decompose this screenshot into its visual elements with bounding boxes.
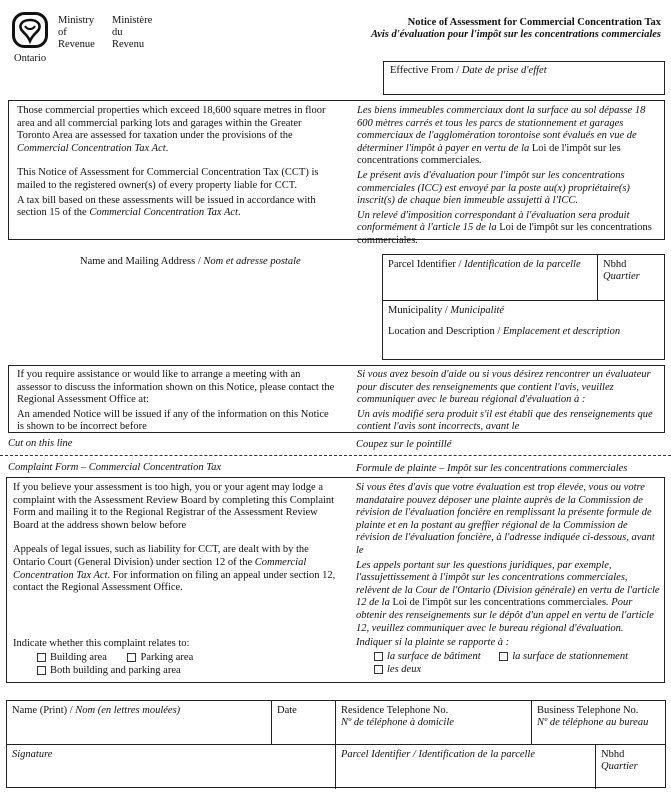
- label-fr: Identification de la parcelle: [418, 749, 536, 760]
- checkbox-surface-stationnement[interactable]: [499, 651, 628, 662]
- label-en: Name (Print): [12, 705, 68, 716]
- label-en: Parcel Identifier: [388, 259, 456, 270]
- complaint-form-section: [6, 477, 665, 683]
- label-en: Parcel Identifier: [341, 749, 411, 760]
- text: .: [165, 142, 169, 154]
- label-fr: Nom (en lettres moulées): [75, 705, 181, 716]
- label-en: Municipality: [388, 305, 443, 316]
- neighbourhood-field[interactable]: [597, 255, 665, 301]
- complainant-row-1: [7, 701, 665, 745]
- date-field[interactable]: [271, 701, 335, 744]
- intro-section: [8, 100, 665, 246]
- intro-paragraph-2-fr: Le présent avis d'évaluation pour l'impôt sur les concentrations commerciales (ICC) est envoyé par la poste au(x) propriétaire(s) inscrit(s) de chaque bien immeuble assujetti à l'ICC.: [357, 169, 630, 207]
- label-fr: Nº de téléphone au bureau: [537, 717, 649, 728]
- checkbox-icon[interactable]: [37, 666, 46, 675]
- form-title-en: Notice of Assessment for Commercial Concentration Tax: [407, 17, 661, 28]
- label-separator: /: [442, 305, 451, 316]
- effective-from-label-en: Effective From: [390, 65, 454, 76]
- label-separator: /: [455, 259, 465, 270]
- checkbox-les-deux[interactable]: [374, 664, 421, 675]
- assistance-english: [17, 369, 335, 434]
- business-phone-field[interactable]: [531, 701, 667, 744]
- ministry-line: Revenu: [112, 39, 145, 50]
- act-name: Loi de l'impôt sur les concentrations commerciales: [357, 142, 621, 167]
- intro-paragraph-1: [17, 105, 335, 155]
- ministry-line: of: [58, 27, 67, 38]
- complaint-form-title-fr: Formule de plainte – Impôt sur les concentrations commerciales: [356, 463, 628, 474]
- checkbox-parking-area[interactable]: [127, 652, 193, 663]
- label: Signature: [12, 749, 53, 760]
- label-separator: /: [494, 326, 503, 337]
- form-title-fr: Avis d'évaluation pour l'impôt sur les concentrations commerciales: [370, 29, 661, 40]
- complainant-row-2: [7, 745, 665, 789]
- text: Les biens immeubles commerciaux dont la surface au sol dépasse 18 600 mètres carrés et tous les parcs de stationnement et garages commerciaux de l'agglomération torontoise sont évalués en vue de déterminer l'impôt à payer en vertu de la: [357, 105, 646, 154]
- checkbox-both-areas[interactable]: [37, 665, 181, 676]
- act-name: Commercial Concentration Tax Act: [89, 207, 238, 219]
- text: Those commercial properties which exceed 18,600 square metres in floor area and all commercial parking lots and garages within the Greater Toronto Area are assessed for taxation under the provisions of the: [17, 105, 326, 142]
- label-en: Nbhd: [603, 259, 627, 270]
- appeals-paragraph: [13, 544, 337, 594]
- act-name: Loi de l'impôt sur les concentrations commerciales: [357, 222, 652, 246]
- text: Appeals of legal issues, such as liability for CCT, are dealt with by the Ontario Court (General Division) under section 12 of the: [13, 544, 309, 568]
- complaint-paragraph: If you believe your assessment is too high, you or your agent may lodge a complaint with the Assessment Review Board by completing this Complaint Form and mailing it to the Regional Registrar of the Assessment Review Board at the address shown below before: [13, 482, 335, 531]
- intro-paragraph-1-fr: [357, 105, 659, 168]
- text: Un relevé d'imposition correspondant à l'évaluation sera produit conformément à l'article 15 de la: [357, 209, 630, 234]
- parcel-identifier-complaint-field[interactable]: [335, 745, 595, 789]
- checkbox-icon[interactable]: [499, 652, 508, 661]
- cut-line-label-fr: Coupez sur le pointillé: [356, 439, 452, 450]
- label-en: Business Telephone No.: [537, 705, 639, 716]
- act-name: Commercial Concentration Tax Act: [13, 556, 307, 581]
- label-en: Nbhd: [601, 749, 625, 760]
- appeals-paragraph-fr: [356, 560, 662, 636]
- complaint-paragraph-fr: Si vous êtes d'avis que votre évaluation est trop élevée, vous ou votre mandataire pouvez déposer une plainte auprès de la Commission de révision de l'évaluation foncière en remplissant la présente formule de plainte et en la postant au greffier régional de la Commission de révision de l'évaluation foncière, à l'adresse indiquée ci-dessous, avant le: [356, 482, 655, 556]
- checkbox-icon[interactable]: [127, 653, 136, 662]
- complainant-info-table: [6, 700, 666, 788]
- text: . Pour obtenir des renseignements sur le dépôt d'un appel en vertu de l'article 12, veuillez communiquer avec le bureau régional d'évaluation.: [356, 597, 654, 634]
- option-label: la surface de bâtiment: [387, 650, 481, 662]
- label-fr: Identification de la parcelle: [464, 259, 581, 270]
- assistance-section: [8, 365, 665, 433]
- option-label: Building area: [50, 651, 107, 663]
- label-en: Location and Description: [388, 326, 495, 337]
- option-label: la surface de stationnement: [512, 650, 629, 662]
- residence-phone-field[interactable]: [335, 701, 531, 744]
- text: Les appels portant sur les questions juridiques, par exemple, l'assujettissement à l'impôt sur les concentrations commerciales, relèvent de la Cour de l'Ontario (Division générale) en vertu de l'article 12 de la: [356, 559, 660, 609]
- amended-notice-paragraph: An amended Notice will be issued if any of the information on this Notice is shown to be incorrect before: [17, 408, 329, 433]
- address-label-en: Name and Mailing Address: [80, 256, 196, 267]
- label-en: Residence Telephone No.: [341, 705, 449, 716]
- text: . For information on filing an appeal under section 12, contact the Regional Assessment Office.: [13, 569, 336, 594]
- address-label-fr: Nom et adresse postale: [203, 256, 301, 267]
- complaint-type-question-fr: Indiquer si la plainte se rapporte à :: [356, 637, 510, 649]
- ontario-trillium-logo-icon: [12, 12, 48, 48]
- text: .: [237, 207, 241, 219]
- ministry-line: du: [112, 27, 123, 38]
- option-label: les deux: [387, 664, 422, 676]
- complaint-type-question: Indicate whether this complaint relates to:: [13, 638, 190, 649]
- intro-paragraph-2: This Notice of Assessment for Commercial Concentration Tax (CCT) is mailed to the registered owner(s) of every property liable for CCT.: [17, 167, 319, 191]
- complaint-type-en: [13, 638, 193, 678]
- ministry-line: Revenue: [58, 39, 95, 50]
- checkbox-icon[interactable]: [37, 653, 46, 662]
- assistance-french: [357, 369, 659, 434]
- text: .: [415, 234, 418, 246]
- label-fr: Quartier: [601, 761, 638, 772]
- effective-from-label-fr: Date de prise d'effet: [461, 65, 547, 76]
- label-separator: /: [410, 749, 419, 760]
- intro-paragraph-3: [17, 195, 335, 220]
- intro-french: [357, 105, 659, 248]
- text: A tax bill based on these assessments will be issued in accordance with section 15 of the: [17, 194, 316, 219]
- complaint-form-title-en: Complaint Form – Commercial Concentration Tax: [8, 462, 222, 473]
- assistance-paragraph: If you require assistance or would like to arrange a meeting with an assessor to discuss the information shown on this Notice, please contact the Regional Assessment Office at:: [17, 369, 335, 406]
- act-name: Commercial Concentration Tax Act: [17, 142, 166, 154]
- act-name: Loi de l'impôt sur les concentrations commerciales: [392, 597, 607, 609]
- signature-field[interactable]: [7, 745, 335, 789]
- parcel-top-row: [383, 255, 664, 301]
- location-description-field[interactable]: [388, 326, 620, 339]
- complaint-english: [13, 482, 337, 595]
- ministry-line: Ministry: [58, 15, 95, 26]
- checkbox-surface-batiment[interactable]: [374, 651, 481, 662]
- label-separator: /: [453, 65, 462, 76]
- ministry-name-en: [58, 15, 95, 51]
- label-fr: Emplacement et description: [502, 326, 621, 337]
- name-print-field[interactable]: [7, 701, 271, 744]
- intro-paragraph-3-fr: [357, 210, 659, 248]
- ministry-line: Ministère: [112, 15, 153, 26]
- label-fr: Quartier: [603, 271, 640, 282]
- province-label: Ontario: [14, 53, 47, 64]
- option-label: Parking area: [140, 651, 194, 663]
- neighbourhood-complaint-field[interactable]: [595, 745, 667, 789]
- amended-notice-paragraph-fr: Un avis modifié sera produit s'il est établi que des renseignements que contient l'avis sont incorrects, avant le: [357, 408, 653, 433]
- assistance-paragraph-fr: Si vous avez besoin d'aide ou si vous désirez rencontrer un évaluateur pour discuter des renseignements que contient l'avis, veuillez communiquer avec le bureau régional d'évaluation à :: [357, 369, 651, 406]
- mailing-address-field[interactable]: [80, 256, 301, 269]
- complaint-french: [356, 482, 662, 677]
- parcel-identifier-field[interactable]: [388, 259, 581, 272]
- label-fr: Nº de téléphone à domicile: [341, 717, 454, 728]
- label: Date: [277, 705, 297, 716]
- intro-english: [17, 105, 335, 220]
- effective-from-field[interactable]: [383, 61, 665, 95]
- checkbox-icon[interactable]: [374, 665, 383, 674]
- label-fr: Municipalité: [450, 305, 505, 316]
- checkbox-building-area[interactable]: [37, 652, 107, 663]
- ministry-name-fr: [112, 15, 152, 51]
- text: .: [479, 155, 482, 167]
- label-separator: /: [195, 256, 204, 267]
- checkbox-icon[interactable]: [374, 652, 383, 661]
- cut-line-label-en: Cut on this line: [8, 438, 73, 449]
- parcel-info-box: [382, 254, 665, 360]
- cut-line-divider: [0, 455, 671, 456]
- label-separator: /: [67, 705, 76, 716]
- municipality-field[interactable]: [388, 305, 504, 318]
- option-label: Both building and parking area: [50, 665, 181, 677]
